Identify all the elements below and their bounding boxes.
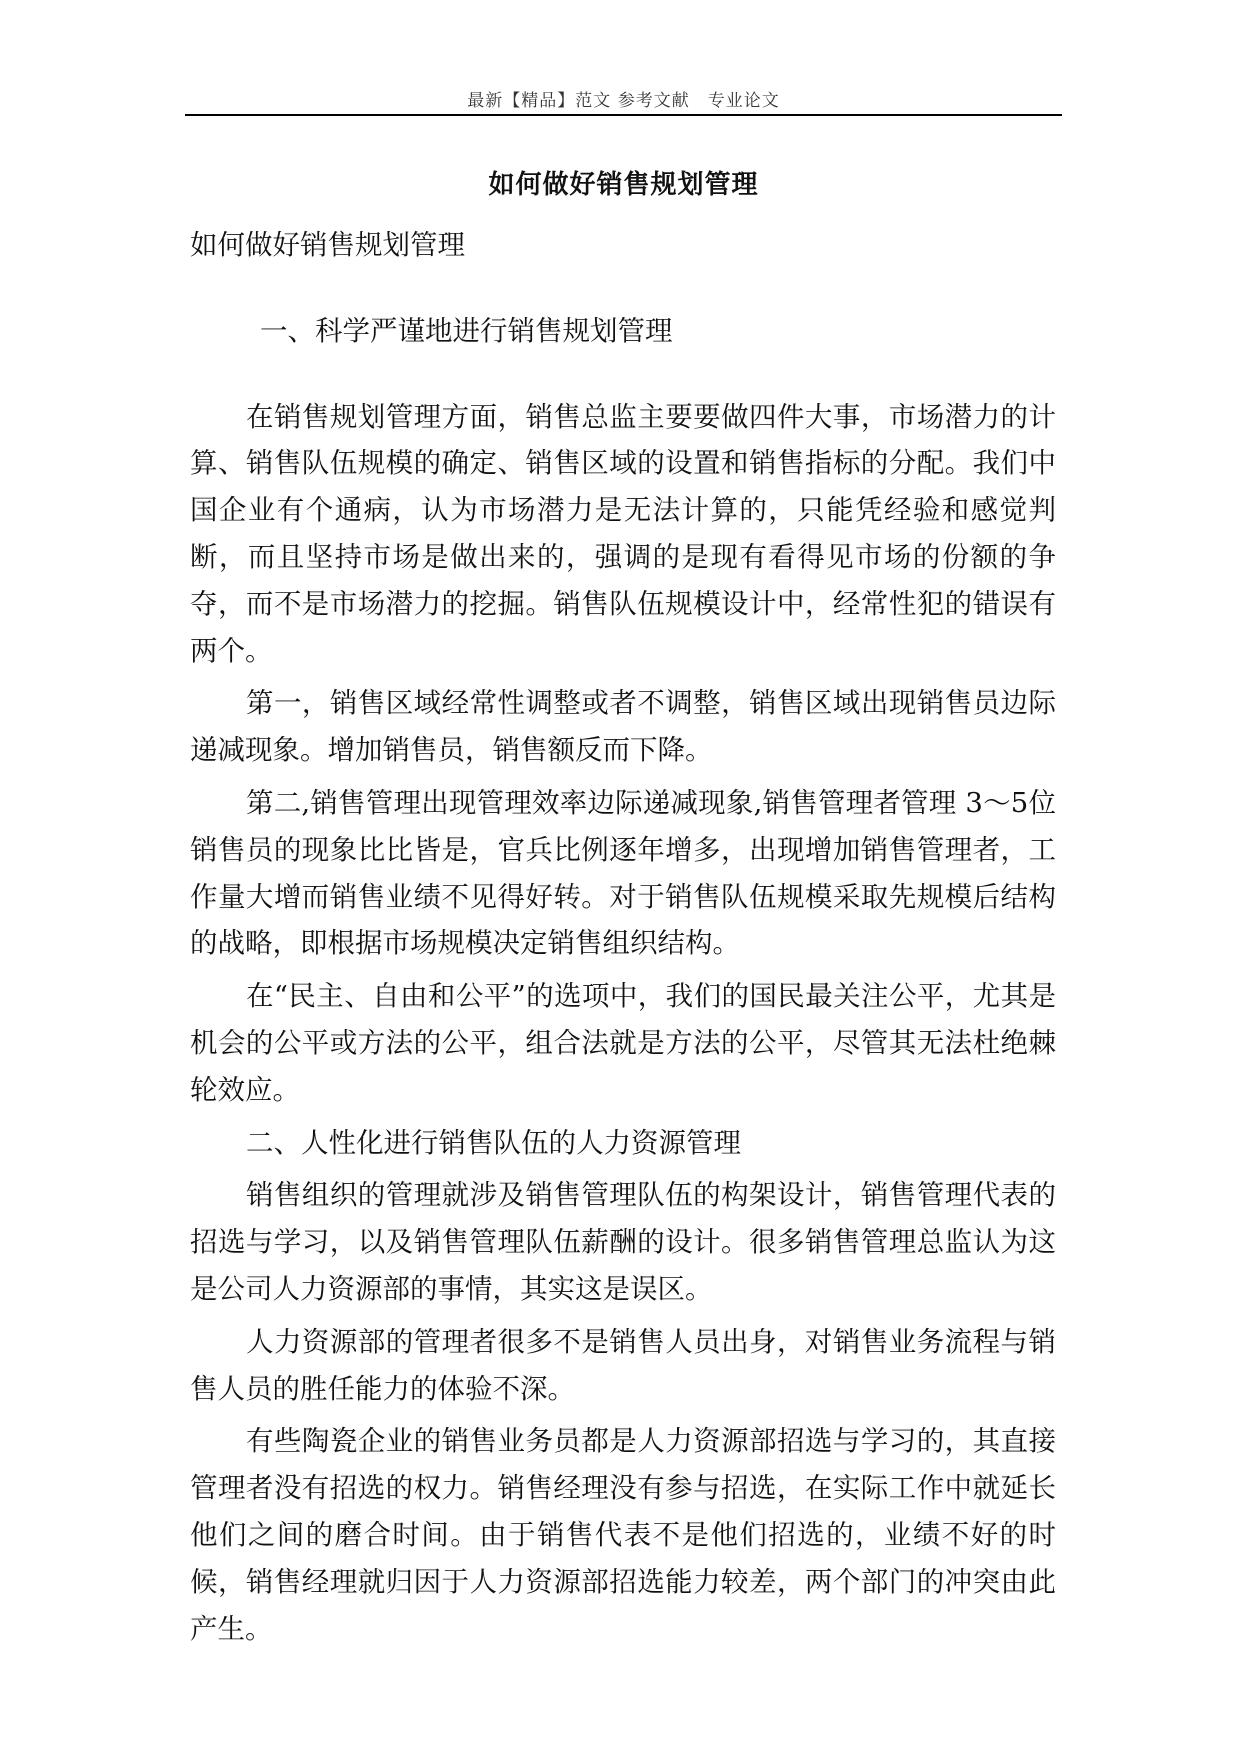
document-subtitle: 如何做好销售规划管理 — [190, 229, 465, 261]
page-header: 最新【精品】范文 参考文献 专业论文 — [467, 91, 780, 111]
paragraph: 第二,销售管理出现管理效率边际递减现象,销售管理者管理 3～5位销售员的现象比比皆是，官兵比例逐年增多，出现增加销售管理者，工作量大增而销售业绩不见得好转。对于销售队伍规模采取先规模后结构的战略，即根据市场规模决定销售组织结构。 — [190, 786, 1056, 960]
document-title: 如何做好销售规划管理 — [488, 170, 759, 200]
section-heading-2: 二、人性化进行销售队伍的人力资源管理 — [246, 1126, 741, 1159]
paragraph: 有些陶瓷企业的销售业务员都是人力资源部招选与学习的，其直接管理者没有招选的权力。销售经理没有参与招选，在实际工作中就延长他们之间的磨合时间。由于销售代表不是他们招选的，业绩不好的时候，销售经理就归因于人力资源部招选能力较差，两个部门的冲突由此产生。 — [190, 1425, 1056, 1645]
header-divider — [185, 114, 1062, 116]
paragraph: 销售组织的管理就涉及销售管理队伍的构架设计，销售管理代表的招选与学习，以及销售管理队伍薪酬的设计。很多销售管理总监认为这是公司人力资源部的事情，其实这是误区。 — [190, 1179, 1056, 1305]
document-body — [190, 222, 1056, 1652]
paragraph: 在“民主、自由和公平”的选项中，我们的国民最关注公平，尤其是机会的公平或方法的公平，组合法就是方法的公平，尽管其无法杜绝棘轮效应。 — [190, 980, 1056, 1106]
paragraph: 在销售规划管理方面，销售总监主要要做四件大事，市场潜力的计算、销售队伍规模的确定、销售区域的设置和销售指标的分配。我们中国企业有个通病，认为市场潜力是无法计算的，只能凭经验和感觉判断，而且坚持市场是做出来的，强调的是现有看得见市场的份额的争夺，而不是市场潜力的挖掘。销售队伍规模设计中，经常性犯的错误有两个。 — [190, 400, 1056, 667]
paragraph: 人力资源部的管理者很多不是销售人员出身，对销售业务流程与销售人员的胜任能力的体验不深。 — [190, 1325, 1056, 1405]
paragraph: 第一，销售区域经常性调整或者不调整，销售区域出现销售员边际递减现象。增加销售员，销售额反而下降。 — [190, 687, 1056, 767]
section-heading-1: 一、科学严谨地进行销售规划管理 — [260, 314, 673, 347]
